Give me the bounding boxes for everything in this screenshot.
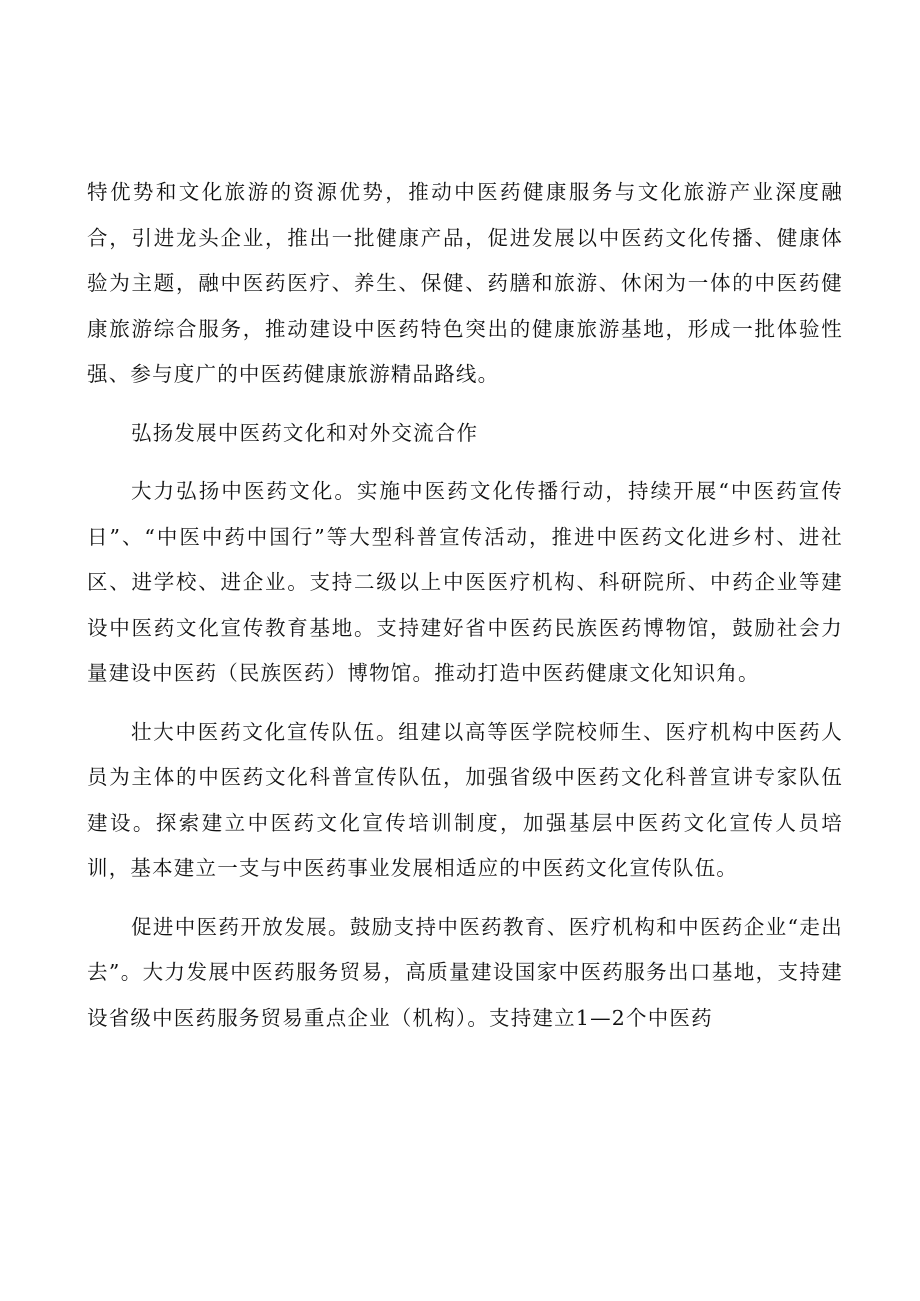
paragraph-promote-culture: 大力弘扬中医药文化。实施中医药文化传播行动，持续开展“中医药宣传日”、“中医中药中国行”等大型科普宣传活动，推进中医药文化进乡村、进社区、进学校、进企业。支持二级以上中医医疗机构、科研院所、中药企业等建设中医药文化宣传教育基地。支持建好省中医药民族医药博物馆，鼓励社会力量建设中医药（民族医药）博物馆。推动打造中医药健康文化知识角。 [87,479,843,685]
paragraph-open-development: 促进中医药开放发展。鼓励支持中医药教育、医疗机构和中医药企业“走出去”。大力发展中医药服务贸易，高质量建设国家中医药服务出口基地，支持建设省级中医药服务贸易重点企业（机构）。支持建立1—2个中医药 [87,914,843,1030]
paragraph-health-tourism: 特优势和文化旅游的资源优势，推动中医药健康服务与文化旅游产业深度融合，引进龙头企业，推出一批健康产品，促进发展以中医药文化传播、健康体验为主题，融中医药医疗、养生、保健、药膳和旅游、休闲为一体的中医药健康旅游综合服务，推动建设中医药特色突出的健康旅游基地，形成一批体验性强、参与度广的中医药健康旅游精品路线。 [87,180,843,386]
paragraph-publicity-team: 壮大中医药文化宣传队伍。组建以高等医学院校师生、医疗机构中医药人员为主体的中医药文化科普宣传队伍，加强省级中医药文化科普宣讲专家队伍建设。探索建立中医药文化宣传培训制度，加强基层中医药文化宣传人员培训，基本建立一支与中医药事业发展相适应的中医药文化宣传队伍。 [87,719,843,880]
section-heading: 弘扬发展中医药文化和对外交流合作 [131,420,479,445]
document-page [87,170,843,1041]
